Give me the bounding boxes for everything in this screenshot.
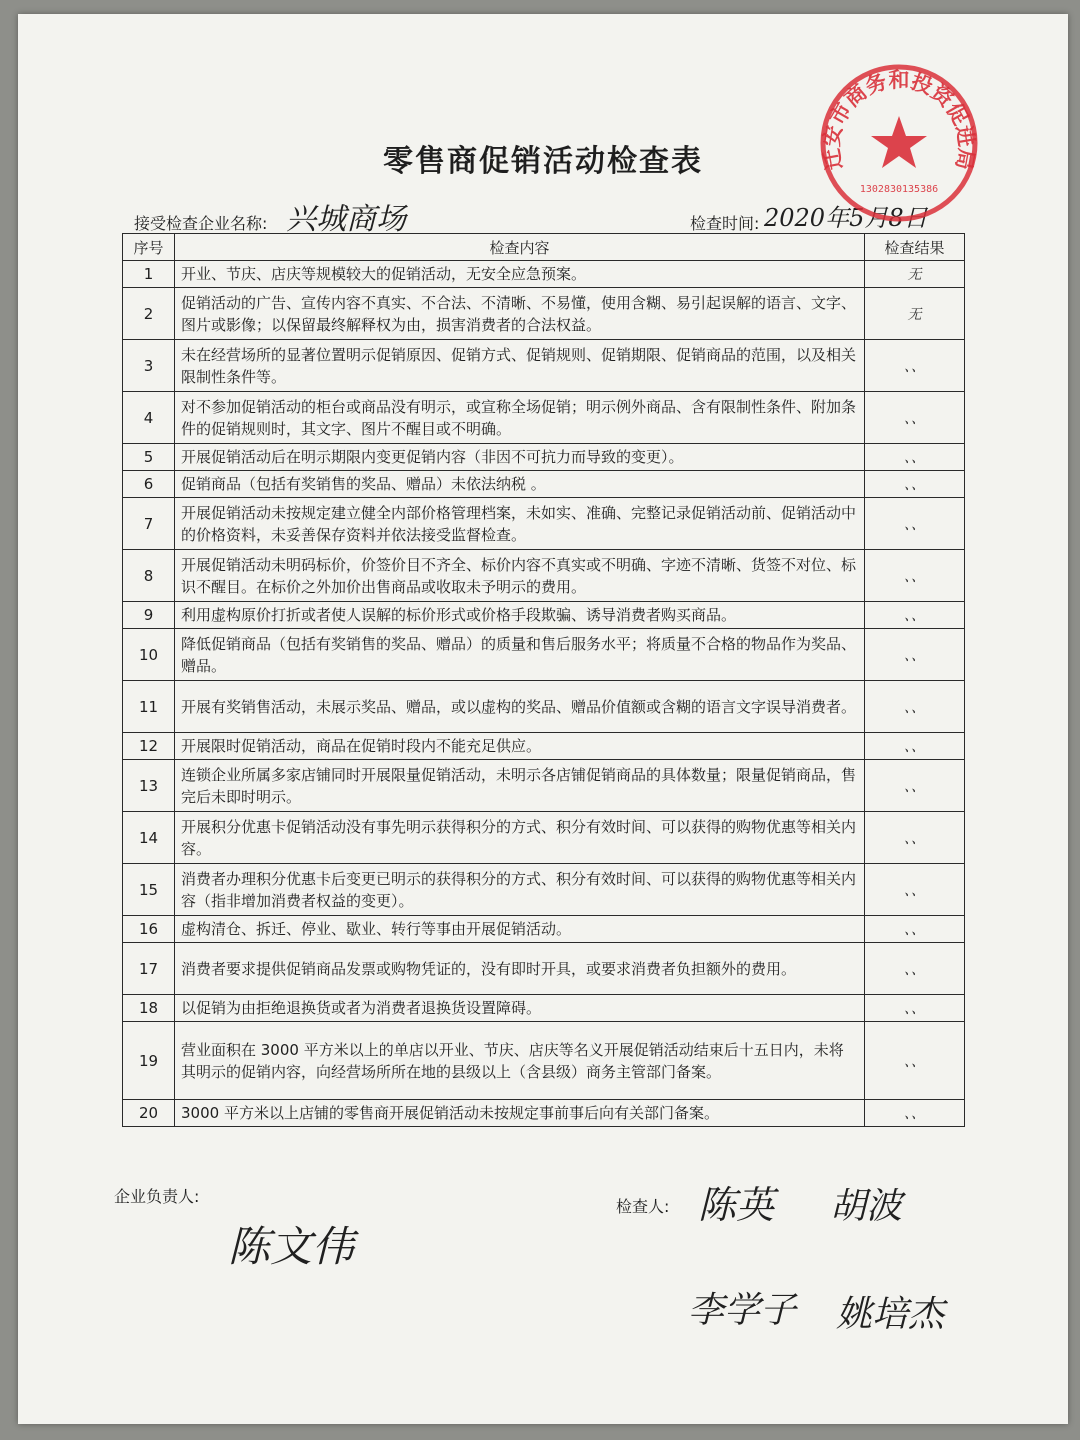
table-row xyxy=(123,288,965,340)
table-row xyxy=(123,943,965,995)
row-result: 、、 xyxy=(865,812,965,864)
inspector-signature-3: 李学子 xyxy=(688,1290,797,1331)
row-content: 开展积分优惠卡促销活动没有事先明示获得积分的方式、积分有效时间、可以获得的购物优惠等相关内容。 xyxy=(175,812,865,864)
table-row xyxy=(123,864,965,916)
row-number: 9 xyxy=(123,602,175,629)
row-result: 、、 xyxy=(865,340,965,392)
row-number: 13 xyxy=(123,760,175,812)
table-header-row xyxy=(123,234,965,261)
table-row xyxy=(123,1022,965,1100)
row-content: 开展促销活动后在明示期限内变更促销内容（非因不可抗力而导致的变更）。 xyxy=(175,444,865,471)
table-row xyxy=(123,760,965,812)
row-result: 、、 xyxy=(865,916,965,943)
manager-label: 企业负责人: xyxy=(114,1187,200,1206)
row-content: 连锁企业所属多家店铺同时开展限量促销活动，未明示各店铺促销商品的具体数量；限量促销商品，售完后未即时明示。 xyxy=(175,760,865,812)
row-content: 开展限时促销活动，商品在促销时段内不能充足供应。 xyxy=(175,733,865,760)
row-content: 以促销为由拒绝退换货或者为消费者退换货设置障碍。 xyxy=(175,995,865,1022)
row-result: 、、 xyxy=(865,1100,965,1127)
inspector-signature-2: 胡波 xyxy=(830,1186,903,1227)
table-row xyxy=(123,602,965,629)
row-content: 消费者要求提供促销商品发票或购物凭证的，没有即时开具，或要求消费者负担额外的费用。 xyxy=(175,943,865,995)
inspector-signature-1: 陈英 xyxy=(698,1183,775,1227)
table-row xyxy=(123,812,965,864)
row-result: 、、 xyxy=(865,943,965,995)
document-title: 零售商促销活动检查表 xyxy=(383,144,703,179)
row-result: 无 xyxy=(865,288,965,340)
inspector-signature-4: 姚培杰 xyxy=(836,1294,945,1335)
row-result: 、、 xyxy=(865,864,965,916)
company-label: 接受检查企业名称: xyxy=(134,214,268,233)
row-number: 11 xyxy=(123,681,175,733)
row-result: 、、 xyxy=(865,681,965,733)
row-number: 2 xyxy=(123,288,175,340)
row-result: 、、 xyxy=(865,995,965,1022)
row-result: 、、 xyxy=(865,498,965,550)
row-result: 、、 xyxy=(865,602,965,629)
row-number: 7 xyxy=(123,498,175,550)
seal-text: 迁安市商务和投资促进局 xyxy=(819,68,979,172)
row-result: 、、 xyxy=(865,444,965,471)
row-number: 19 xyxy=(123,1022,175,1100)
time-label: 检查时间: xyxy=(690,214,760,233)
table-row xyxy=(123,392,965,444)
row-content: 促销活动的广告、宣传内容不真实、不合法、不清晰、不易懂，使用含糊、易引起误解的语言、文字、图片或影像；以保留最终解释权为由，损害消费者的合法权益。 xyxy=(175,288,865,340)
row-number: 3 xyxy=(123,340,175,392)
table-row xyxy=(123,681,965,733)
row-content: 促销商品（包括有奖销售的奖品、赠品）未依法纳税 。 xyxy=(175,471,865,498)
manager-signature: 陈文伟 xyxy=(228,1222,355,1271)
row-result: 、、 xyxy=(865,550,965,602)
row-content: 开展促销活动未明码标价，价签价目不齐全、标价内容不真实或不明确、字迹不清晰、货签不对位、标识不醒目。在标价之外加价出售商品或收取未予明示的费用。 xyxy=(175,550,865,602)
row-content: 开展促销活动未按规定建立健全内部价格管理档案，未如实、准确、完整记录促销活动前、促销活动中的价格资料，未妥善保存资料并依法接受监督检查。 xyxy=(175,498,865,550)
row-content: 未在经营场所的显著位置明示促销原因、促销方式、促销规则、促销期限、促销商品的范围，以及相关限制性条件等。 xyxy=(175,340,865,392)
row-content: 消费者办理积分优惠卡后变更已明示的获得积分的方式、积分有效时间、可以获得的购物优惠等相关内容（指非增加消费者权益的变更）。 xyxy=(175,864,865,916)
row-number: 5 xyxy=(123,444,175,471)
row-number: 4 xyxy=(123,392,175,444)
table-row xyxy=(123,1100,965,1127)
inspection-date-handwritten: 2020年5月8日 xyxy=(764,204,928,232)
row-content: 对不参加促销活动的柜台或商品没有明示，或宣称全场促销；明示例外商品、含有限制性条件、附加条件的促销规则时，其文字、图片不醒目或不明确。 xyxy=(175,392,865,444)
header-number: 序号 xyxy=(123,234,175,261)
row-content: 营业面积在 3000 平方米以上的单店以开业、节庆、店庆等名义开展促销活动结束后十五日内，未将其明示的促销内容，向经营场所所在地的县级以上（含县级）商务主管部门备案。 xyxy=(175,1022,865,1100)
row-result: 、、 xyxy=(865,760,965,812)
inspector-label: 检查人: xyxy=(616,1197,670,1216)
row-result: 、、 xyxy=(865,392,965,444)
table-row xyxy=(123,471,965,498)
row-content: 虚构清仓、拆迁、停业、歇业、转行等事由开展促销活动。 xyxy=(175,916,865,943)
row-number: 8 xyxy=(123,550,175,602)
row-content: 降低促销商品（包括有奖销售的奖品、赠品）的质量和售后服务水平；将质量不合格的物品作为奖品、赠品。 xyxy=(175,629,865,681)
row-number: 12 xyxy=(123,733,175,760)
row-number: 14 xyxy=(123,812,175,864)
inspection-sheet xyxy=(18,14,1068,1424)
row-number: 16 xyxy=(123,916,175,943)
row-number: 18 xyxy=(123,995,175,1022)
seal-star-icon xyxy=(871,116,927,168)
row-result: 无 xyxy=(865,261,965,288)
table-row xyxy=(123,733,965,760)
header-result: 检查结果 xyxy=(865,234,965,261)
table-row xyxy=(123,340,965,392)
company-name-handwritten: 兴城商场 xyxy=(286,202,406,237)
header-content: 检查内容 xyxy=(175,234,865,261)
seal-serial: 1302830135386 xyxy=(859,184,939,195)
row-content: 3000 平方米以上店铺的零售商开展促销活动未按规定事前事后向有关部门备案。 xyxy=(175,1100,865,1127)
row-number: 20 xyxy=(123,1100,175,1127)
official-seal xyxy=(818,62,980,224)
table-row xyxy=(123,261,965,288)
row-number: 1 xyxy=(123,261,175,288)
table-row xyxy=(123,629,965,681)
row-result: 、、 xyxy=(865,471,965,498)
row-content: 开展有奖销售活动，未展示奖品、赠品，或以虚构的奖品、赠品价值额或含糊的语言文字误导消费者。 xyxy=(175,681,865,733)
row-number: 6 xyxy=(123,471,175,498)
row-result: 、、 xyxy=(865,629,965,681)
row-result: 、、 xyxy=(865,1022,965,1100)
row-content: 利用虚构原价打折或者使人误解的标价形式或价格手段欺骗、诱导消费者购买商品。 xyxy=(175,602,865,629)
row-result: 、、 xyxy=(865,733,965,760)
row-number: 15 xyxy=(123,864,175,916)
row-content: 开业、节庆、店庆等规模较大的促销活动，无安全应急预案。 xyxy=(175,261,865,288)
table-row xyxy=(123,995,965,1022)
table-row xyxy=(123,550,965,602)
row-number: 17 xyxy=(123,943,175,995)
table-row xyxy=(123,444,965,471)
table-row xyxy=(123,498,965,550)
table-row xyxy=(123,916,965,943)
row-number: 10 xyxy=(123,629,175,681)
inspection-table xyxy=(122,233,965,1127)
